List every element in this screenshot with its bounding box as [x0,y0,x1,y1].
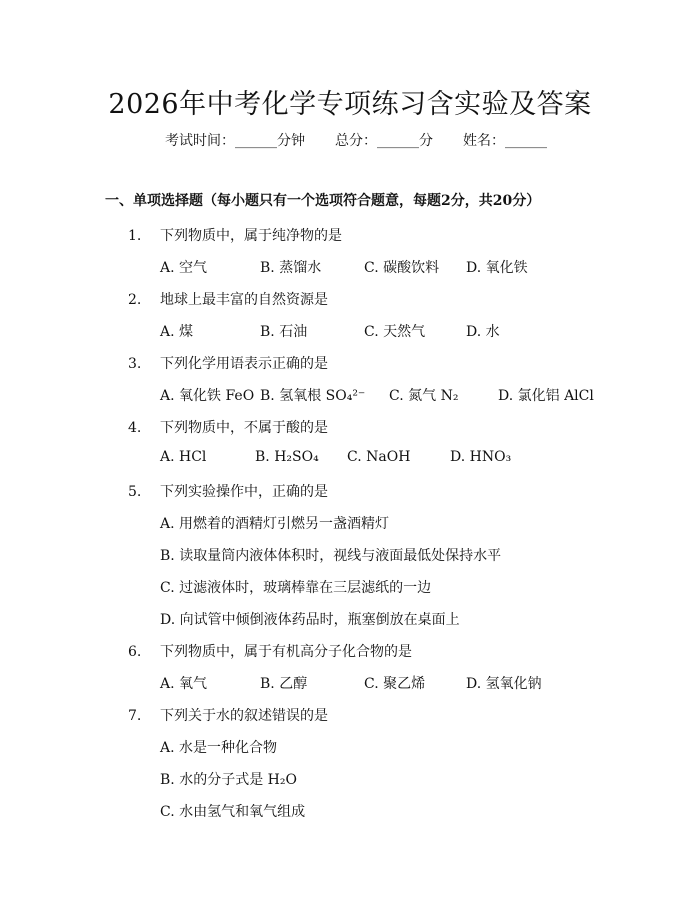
question-2 [128,289,328,309]
question-text: 下列化学用语表示正确的是 [160,356,328,372]
question-number: 6. [128,644,142,660]
total-score-field: 总分：______分 [335,133,433,149]
question-7 [128,705,328,725]
question-6 [128,641,412,661]
question-number: 3. [128,356,142,372]
question-text: 下列关于水的叙述错误的是 [160,708,328,724]
option-a: A. HCl [160,449,207,465]
question-text: 下列物质中，不属于酸的是 [160,420,328,436]
question-number: 2. [128,292,142,308]
question-text: 下列物质中，属于有机高分子化合物的是 [160,644,412,660]
option-c: C. 过滤液体时，玻璃棒靠在三层滤纸的一边 [160,580,432,596]
option-c: C. 碳酸饮料 [364,260,440,276]
question-4 [128,417,328,437]
question-text: 下列物质中，属于纯净物的是 [160,228,342,244]
question-number: 4. [128,420,142,436]
option-b: B. 石油 [260,324,308,340]
option-b: B. 读取量筒内液体体积时，视线与液面最低处保持水平 [160,548,502,564]
option-c: C. NaOH [347,449,411,465]
option-a: A. 空气 [160,260,208,276]
option-c: C. 氮气 N₂ [389,388,459,404]
option-b: B. H₂SO₄ [255,449,319,465]
question-5 [128,481,328,501]
exam-meta [165,130,547,150]
option-c: C. 天然气 [364,324,426,340]
option-a: A. 氧气 [160,676,208,692]
question-text: 地球上最丰富的自然资源是 [160,292,328,308]
option-d: D. 氢氧化钠 [466,676,542,692]
option-a: A. 煤 [160,324,194,340]
question-number: 1. [128,228,142,244]
option-d: D. 水 [466,324,500,340]
option-c: C. 水由氢气和氧气组成 [160,804,306,820]
option-b: B. 水的分子式是 H₂O [160,772,297,788]
section-heading: 一、单项选择题（每小题只有一个选项符合题意，每题2分，共20分） [105,193,541,209]
option-b: B. 乙醇 [260,676,308,692]
question-3 [128,353,328,373]
option-d: D. 氧化铁 [466,260,528,276]
exam-time-field: 考试时间：______分钟 [165,133,305,149]
option-d: D. 氯化铝 AlCl [498,388,594,404]
question-number: 5. [128,484,142,500]
question-number: 7. [128,708,142,724]
student-name-field: 姓名：______ [463,133,547,149]
option-d: D. HNO₃ [450,449,512,465]
option-a: A. 用燃着的酒精灯引燃另一盏酒精灯 [160,516,390,532]
option-b: B. 蒸馏水 [260,260,322,276]
page-title: 2026年中考化学专项练习含实验及答案 [108,89,592,120]
option-a: A. 水是一种化合物 [160,740,278,756]
question-text: 下列实验操作中，正确的是 [160,484,328,500]
option-a: A. 氧化铁 FeO [160,388,255,404]
question-1 [128,225,342,245]
option-b: B. 氢氧根 SO₄²⁻ [260,388,366,404]
option-c: C. 聚乙烯 [364,676,426,692]
option-d: D. 向试管中倾倒液体药品时，瓶塞倒放在桌面上 [160,612,460,628]
